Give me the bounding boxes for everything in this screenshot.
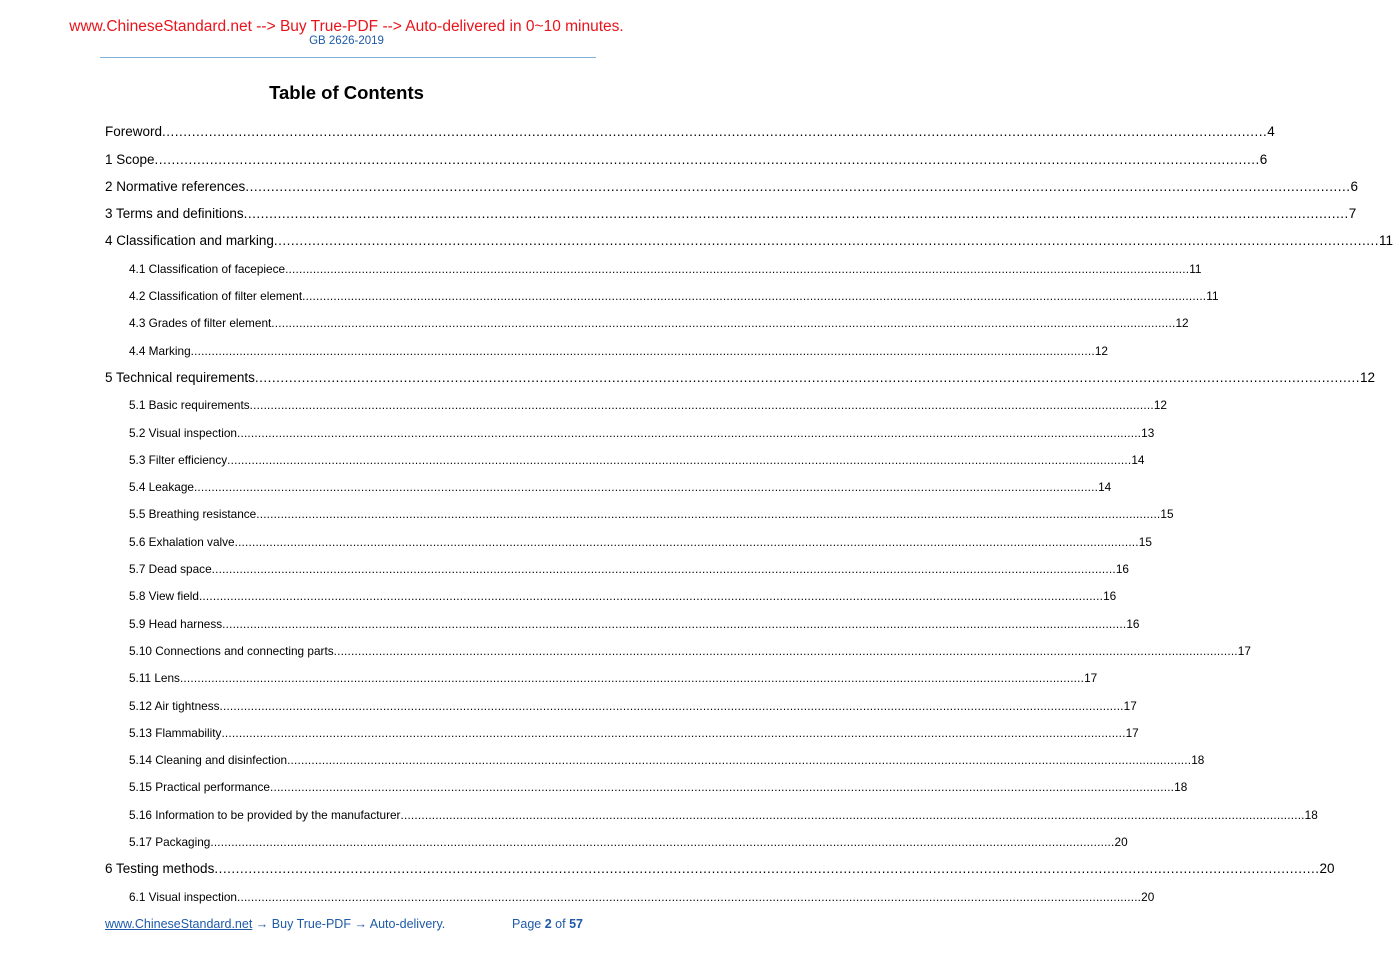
toc-entry[interactable] [105, 469, 1112, 496]
page-title: Table of Contents [269, 82, 424, 103]
toc-entry-label: 5.4 Leakage [129, 480, 194, 495]
page-total: 57 [569, 917, 583, 931]
toc-dot-leader: .................................................................................................................................................................................................................................................................... [271, 316, 1176, 331]
toc-entry-page: 18 [1304, 807, 1318, 822]
toc-entry-label: 3 Terms and definitions [105, 206, 244, 222]
page-of: of [555, 917, 566, 931]
toc-entry[interactable] [105, 387, 1167, 414]
toc-entry-label: Foreword [105, 124, 163, 140]
promo-banner[interactable]: www.ChineseStandard.net --> Buy True-PDF --> Auto-delivered in 0~10 minutes. [69, 18, 624, 35]
toc-dot-leader: .................................................................................................................................................................................................................................................................... [333, 643, 1238, 658]
toc-entry-page: 20 [1114, 835, 1128, 850]
toc-entry-label: 4.2 Classification of filter element [129, 289, 303, 304]
toc-entry-page: 6 [1350, 178, 1359, 194]
toc-entry-page: 12 [1360, 369, 1376, 385]
toc-entry[interactable] [105, 360, 1376, 387]
toc-entry[interactable] [105, 605, 1140, 632]
toc-entry-page: 17 [1237, 643, 1251, 658]
toc-entry[interactable] [105, 578, 1117, 605]
toc-entry[interactable] [105, 250, 1202, 277]
toc-dot-leader: .................................................................................................................................................................................................................................................................... [287, 753, 1192, 768]
page-label: Page [512, 917, 542, 931]
toc-entry-page: 16 [1115, 562, 1129, 577]
toc-entry-label: 4.1 Classification of facepiece [129, 261, 286, 276]
toc-dot-leader: .................................................................................................................................................................................................................................................................... [179, 671, 1085, 686]
toc-entry[interactable] [105, 223, 1393, 250]
toc-dot-leader: .................................................................................................................................................................................................................................................................... [237, 889, 1142, 904]
buy-link[interactable]: Buy True-PDF [271, 917, 351, 931]
toc-entry-label: 6.1 Visual inspection [129, 889, 237, 904]
toc-dot-leader: .................................................................................................................................................................................................................................................................... [249, 398, 1154, 413]
standard-code: GB 2626-2019 [309, 35, 384, 47]
toc-entry-page: 12 [1153, 398, 1167, 413]
toc-entry-page: 17 [1125, 725, 1139, 740]
toc-entry-label: 4.3 Grades of filter element [129, 316, 272, 331]
toc-entry[interactable] [105, 169, 1359, 196]
toc-dot-leader: .................................................................................................................................................................................................................................................................... [193, 480, 1099, 495]
toc-entry-label: 5.1 Basic requirements [129, 398, 250, 413]
toc-entry[interactable] [105, 332, 1108, 359]
toc-dot-leader: .................................................................................................................................................................................................................................................................... [245, 178, 1351, 194]
toc-entry-page: 20 [1319, 861, 1335, 877]
toc-entry-label: 5.6 Exhalation valve [129, 534, 235, 549]
toc-entry-label: 2 Normative references [105, 178, 246, 194]
toc-entry-label: 1 Scope [105, 151, 155, 167]
toc-entry[interactable] [105, 414, 1155, 441]
table-of-contents [105, 114, 1393, 906]
toc-entry-label: 5.15 Practical performance [129, 780, 270, 795]
toc-entry[interactable] [105, 769, 1188, 796]
toc-entry-label: 5.3 Filter efficiency [129, 452, 228, 467]
toc-entry[interactable] [105, 824, 1128, 851]
toc-entry-label: 5.5 Breathing resistance [129, 507, 257, 522]
toc-entry-page: 11 [1189, 261, 1202, 276]
site-link[interactable]: www.ChineseStandard.net [105, 917, 253, 931]
toc-entry[interactable] [105, 796, 1318, 823]
toc-dot-leader: .................................................................................................................................................................................................................................................................... [227, 452, 1132, 467]
toc-entry-page: 11 [1206, 289, 1219, 304]
toc-entry-page: 15 [1160, 507, 1174, 522]
toc-dot-leader: .................................................................................................................................................................................................................................................................... [256, 507, 1161, 522]
toc-dot-leader: .................................................................................................................................................................................................................................................................... [285, 261, 1190, 276]
toc-entry[interactable] [105, 141, 1268, 168]
toc-entry[interactable] [105, 878, 1155, 905]
toc-entry-page: 20 [1141, 889, 1155, 904]
toc-entry-page: 18 [1174, 780, 1188, 795]
toc-entry-label: 5.2 Visual inspection [129, 425, 237, 440]
toc-entry[interactable] [105, 633, 1251, 660]
toc-entry[interactable] [105, 551, 1129, 578]
page-current: 2 [544, 917, 552, 931]
toc-entry-page: 6 [1259, 151, 1268, 167]
toc-entry-page: 13 [1141, 425, 1155, 440]
toc-entry-label: 5.14 Cleaning and disinfection [129, 753, 288, 768]
toc-entry-label: 4.4 Marking [129, 343, 191, 358]
toc-dot-leader: .................................................................................................................................................................................................................................................................... [221, 725, 1126, 740]
toc-dot-leader: .................................................................................................................................................................................................................................................................... [210, 835, 1115, 850]
header-divider [100, 57, 596, 58]
toc-entry-label: 5.7 Dead space [129, 562, 212, 577]
toc-entry[interactable] [105, 851, 1335, 878]
toc-entry-page: 14 [1131, 452, 1145, 467]
toc-entry-label: 5.16 Information to be provided by the manufacturer [129, 807, 401, 822]
toc-entry-label: 5.10 Connections and connecting parts [129, 643, 334, 658]
delivery-text: Auto-delivery. [369, 917, 446, 931]
toc-dot-leader: .................................................................................................................................................................................................................................................................... [273, 233, 1380, 249]
toc-dot-leader: .................................................................................................................................................................................................................................................................... [214, 861, 1320, 877]
toc-entry[interactable] [105, 715, 1139, 742]
toc-entry-label: 6 Testing methods [105, 861, 215, 877]
toc-entry[interactable] [105, 196, 1357, 223]
toc-entry-page: 17 [1084, 671, 1098, 686]
toc-dot-leader: .................................................................................................................................................................................................................................................................... [211, 562, 1116, 577]
toc-entry-label: 5.11 Lens [129, 671, 180, 686]
toc-entry[interactable] [105, 278, 1219, 305]
toc-entry-page: 7 [1348, 206, 1357, 222]
toc-entry[interactable] [105, 687, 1137, 714]
toc-dot-leader: .................................................................................................................................................................................................................................................................... [254, 369, 1361, 385]
toc-dot-leader: .................................................................................................................................................................................................................................................................... [400, 807, 1305, 822]
toc-entry[interactable] [105, 660, 1098, 687]
toc-entry[interactable] [105, 496, 1174, 523]
toc-entry[interactable] [105, 305, 1189, 332]
toc-entry-page: 11 [1379, 233, 1393, 249]
toc-dot-leader: .................................................................................................................................................................................................................................................................... [154, 151, 1260, 167]
toc-dot-leader: .................................................................................................................................................................................................................................................................... [198, 589, 1104, 604]
toc-dot-leader: .................................................................................................................................................................................................................................................................... [162, 124, 1268, 140]
toc-dot-leader: .................................................................................................................................................................................................................................................................... [219, 698, 1124, 713]
toc-entry-page: 16 [1126, 616, 1140, 631]
toc-entry-page: 14 [1098, 480, 1112, 495]
toc-entry-label: 5.17 Packaging [129, 835, 211, 850]
toc-entry[interactable] [105, 523, 1152, 550]
toc-dot-leader: .................................................................................................................................................................................................................................................................... [302, 289, 1207, 304]
toc-entry[interactable] [105, 442, 1145, 469]
toc-dot-leader: .................................................................................................................................................................................................................................................................... [222, 616, 1127, 631]
toc-dot-leader: .................................................................................................................................................................................................................................................................... [237, 425, 1142, 440]
toc-entry-label: 5.13 Flammability [129, 725, 222, 740]
toc-dot-leader: .................................................................................................................................................................................................................................................................... [190, 343, 1095, 358]
toc-dot-leader: .................................................................................................................................................................................................................................................................... [234, 534, 1139, 549]
toc-entry-label: 4 Classification and marking [105, 233, 274, 249]
toc-entry[interactable] [105, 742, 1205, 769]
toc-dot-leader: .................................................................................................................................................................................................................................................................... [243, 206, 1349, 222]
toc-entry-page: 17 [1123, 698, 1137, 713]
toc-entry-page: 18 [1191, 753, 1205, 768]
arrow-icon: → [255, 917, 269, 931]
toc-entry-page: 16 [1103, 589, 1117, 604]
toc-entry-label: 5.12 Air tightness [129, 698, 220, 713]
toc-entry-page: 15 [1138, 534, 1152, 549]
page-indicator [512, 915, 583, 933]
page-footer [105, 915, 583, 933]
toc-entry-label: 5.8 View field [129, 589, 199, 604]
toc-entry-label: 5.9 Head harness [129, 616, 223, 631]
toc-entry[interactable] [105, 114, 1275, 141]
toc-entry-page: 4 [1267, 124, 1275, 140]
footer-links [105, 915, 445, 933]
toc-entry-page: 12 [1175, 316, 1189, 331]
toc-entry-page: 12 [1094, 343, 1108, 358]
toc-dot-leader: .................................................................................................................................................................................................................................................................... [269, 780, 1175, 795]
toc-entry-label: 5 Technical requirements [105, 369, 255, 385]
arrow-icon: → [354, 917, 367, 931]
